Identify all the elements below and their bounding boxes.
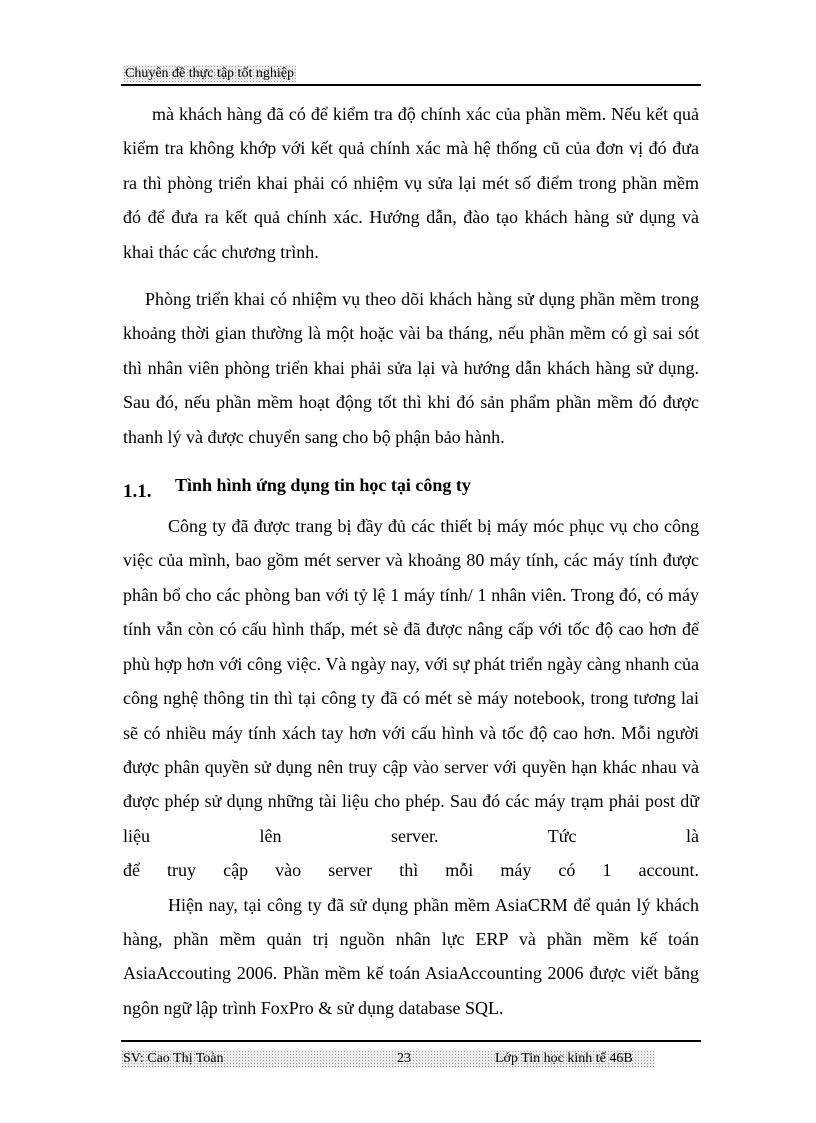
footer-class: Lớp Tin học kinh tế 46B: [495, 1051, 633, 1066]
main-content: [123, 97, 699, 1025]
paragraph-3-tail: để truy cập vào server thì mỗi máy có 1 account.: [123, 860, 699, 881]
paragraph-4: Hiện nay, tại công ty đã sử dụng phần mềm AsiaCRM để quản lý khách hàng, phần mềm quản trị nguồn nhân lực ERP và phần mềm kế toán AsiaAccouting 2006. Phần mềm kế toán AsiaAccounting 2006 được viết bằng ngôn ngữ lập trình FoxPro & sử dụng database SQL.: [123, 894, 699, 1018]
section-number: 1.1.: [123, 481, 152, 503]
paragraph-3: Công ty đã được trang bị đầy đủ các thiết bị máy móc phục vụ cho công việc của mình, bao gồm mét server và khoảng 80 máy tính, các máy tính được phân bổ cho các phòng ban với tỷ lệ 1 máy tính/ 1 nhân viên. Trong đó, có máy tính vẫn còn có cấu hình thấp, mét sè đã được nâng cấp với tốc độ cao hơn để phù hợp hơn với công việc. Và ngày nay, với sự phát triển ngày càng nhanh của công nghệ thông tin thì tại công ty đã có mét sè máy notebook, trong tương lai sẽ có nhiều máy tính xách tay hơn với cấu hình và tốc độ cao hơn. Mỗi người được phân quyền sử dụng nên truy cập vào server với quyền hạn khác nhau và được phép sử dụng những tài liệu cho phép. Sau đó các máy trạm phải post dữ liệu lên server. Tức là: [123, 516, 699, 846]
page-footer: [121, 1040, 701, 1066]
page-header: [121, 64, 701, 86]
paragraph-1: mà khách hàng đã có để kiểm tra độ chính xác của phần mềm. Nếu kết quả kiểm tra không khớp với kết quả chính xác mà hệ thống cũ của đơn vị đó đưa ra thì phòng triển khai phải có nhiệm vụ sửa lại mét số điểm trong phần mềm đó để đưa ra kết quả chính xác. Hướng dẫn, đào tạo khách hàng sử dụng và khai thác các chương trình.: [123, 104, 699, 262]
header-title: Chuyên đề thực tập tốt nghiệp: [125, 66, 294, 81]
paragraph-2: Phòng triển khai có nhiệm vụ theo dõi khách hàng sử dụng phần mềm trong khoảng thời gian thường là một hoặc vài ba tháng, nếu phần mềm có gì sai sót thì nhân viên phòng triển khai phải sửa lại và hướng dẫn khách hàng sử dụng. Sau đó, nếu phần mềm hoạt động tốt thì khi đó sản phẩm phần mềm đó được thanh lý và được chuyển sang cho bộ phận bảo hành.: [123, 289, 699, 447]
footer-bar: [121, 1050, 655, 1068]
section-heading: [123, 471, 699, 507]
section-title: Tình hình ứng dụng tin học tại công ty: [175, 475, 471, 496]
footer-page-number: 23: [397, 1051, 411, 1066]
footer-student: SV: Cao Thị Toàn: [123, 1051, 224, 1066]
